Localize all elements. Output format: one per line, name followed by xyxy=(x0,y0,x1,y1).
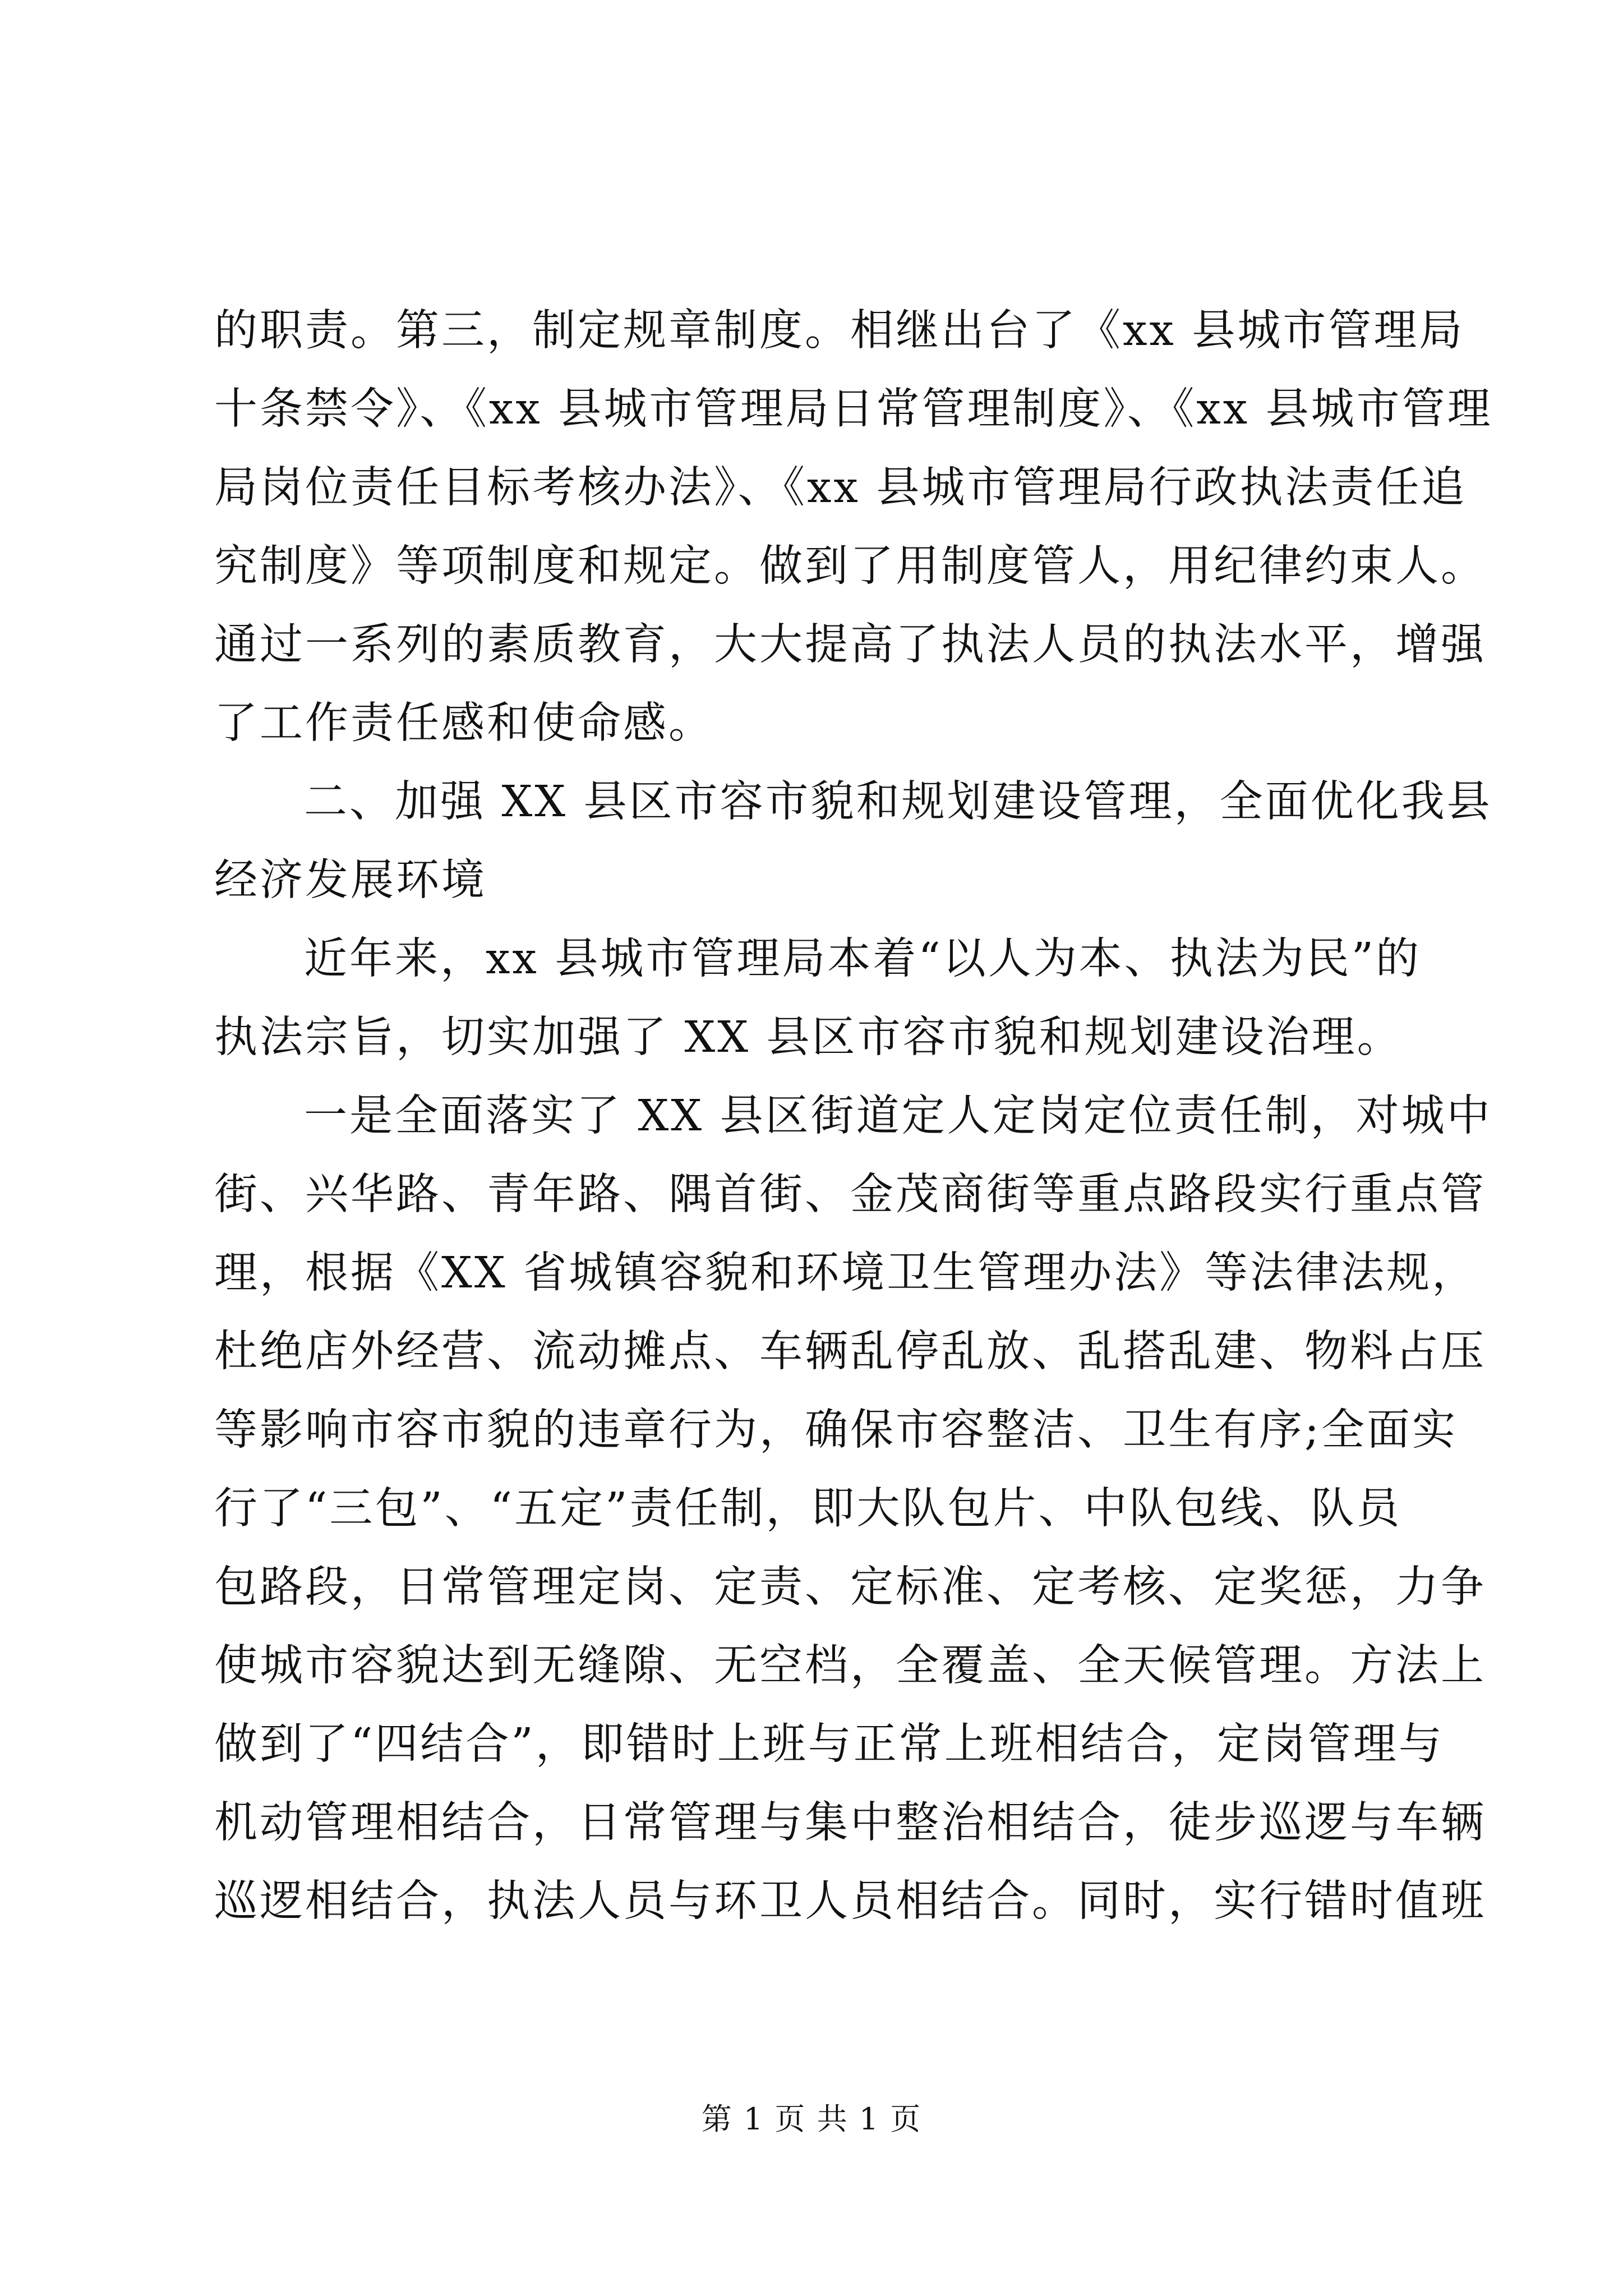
document-body xyxy=(214,292,1493,1941)
text-line: 近年来，xx 县城市管理局本着“以人为本、执法为民”的 xyxy=(304,934,1422,984)
page-footer xyxy=(0,2095,1623,2138)
text-line: 做到了“四结合”，即错时上班与正常上班相结合，定岗管理与 xyxy=(214,1719,1444,1769)
text-line: 机动管理相结合，日常管理与集中整治相结合，徒步巡逻与车辆 xyxy=(214,1798,1486,1848)
text-line: 包路段，日常管理定岗、定责、定标准、定考核、定奖惩，力争 xyxy=(214,1562,1486,1612)
text-line: 的职责。第三，制定规章制度。相继出台了《xx 县城市管理局 xyxy=(214,306,1465,356)
text-line: 理，根据《XX 省城镇容貌和环境卫生管理办法》等法律法规， xyxy=(214,1248,1478,1298)
text-line: 了工作责任感和使命感。 xyxy=(214,698,714,748)
text-line: 一是全面落实了 XX 县区街道定人定岗定位责任制，对城中 xyxy=(304,1091,1492,1141)
text-line: 执法宗旨，切实加强了 XX 县区市容市貌和规划建设治理。 xyxy=(214,1013,1403,1062)
text-line: 通过一系列的素质教育，大大提高了执法人员的执法水平，增强 xyxy=(214,620,1486,670)
text-line: 杜绝店外经营、流动摊点、车辆乱停乱放、乱搭乱建、物料占压 xyxy=(214,1327,1486,1377)
text-line: 巡逻相结合，执法人员与环卫人员相结合。同时，实行错时值班 xyxy=(214,1876,1486,1926)
text-line: 局岗位责任目标考核办法》、《xx 县城市管理局行政执法责任追 xyxy=(214,463,1467,513)
text-line: 等影响市容市貌的违章行为，确保市容整洁、卫生有序;全面实 xyxy=(214,1405,1458,1455)
text-line: 使城市容貌达到无缝隙、无空档，全覆盖、全天候管理。方法上 xyxy=(214,1641,1486,1691)
section-heading-line: 二、加强 XX 县区市容市貌和规划建设管理，全面优化我县 xyxy=(304,777,1492,827)
page-number: 第 1 页 共 1 页 xyxy=(701,2101,922,2137)
text-line: 究制度》等项制度和规定。做到了用制度管人，用纪律约束人。 xyxy=(214,541,1486,591)
text-line: 街、兴华路、青年路、隅首街、金茂商街等重点路段实行重点管 xyxy=(214,1170,1486,1220)
section-heading-line: 经济发展环境 xyxy=(214,855,487,905)
text-line: 十条禁令》、《xx 县城市管理局日常管理制度》、《xx 县城市管理 xyxy=(214,384,1493,434)
text-line: 行了“三包”、“五定”责任制，即大队包片、中队包线、队员 xyxy=(214,1484,1402,1534)
